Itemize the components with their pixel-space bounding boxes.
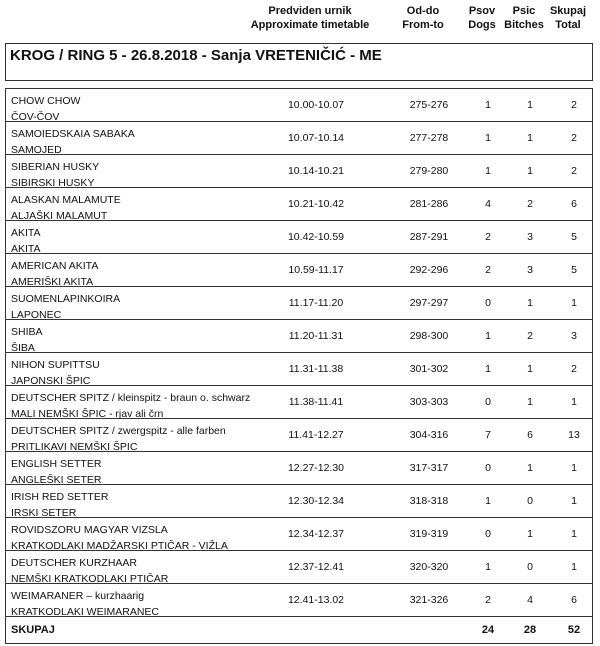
bitches-count-cell: 1 xyxy=(527,363,533,375)
breed-name: ROVIDSZORU MAGYAR VIZSLA xyxy=(11,524,168,536)
breed-name: DEUTSCHER SPITZ / kleinspitz - braun o. schwarz xyxy=(11,392,251,404)
bitches-count-cell: 3 xyxy=(527,264,533,276)
totals-dogs: 24 xyxy=(481,624,495,636)
bitches-count-cell: 1 xyxy=(527,99,533,111)
table-row xyxy=(6,518,592,551)
breed-names xyxy=(11,93,80,125)
total-count-cell: 5 xyxy=(571,264,577,276)
header-dogs-sl: Psov xyxy=(468,5,496,17)
table-row xyxy=(6,551,592,584)
breed-name: AMERICAN AKITA xyxy=(11,260,99,272)
total-count-cell: 1 xyxy=(571,561,577,573)
header-total xyxy=(542,4,594,36)
breed-name-sl: AKITA xyxy=(11,243,41,255)
breed-name: NIHON SUPITTSU xyxy=(11,359,100,371)
breed-name-sl: MALI NEMŠKI ŠPIC - rjav ali črn xyxy=(11,408,164,420)
timetable-cell: 12.30-12.34 xyxy=(287,495,345,507)
total-count-cell: 2 xyxy=(571,132,577,144)
bitches-count-cell: 2 xyxy=(527,198,533,210)
breed-name-sl: AMERIŠKI AKITA xyxy=(11,276,94,288)
breed-name-sl: ČOV-ČOV xyxy=(11,111,60,123)
header-timetable-en: Approximate timetable xyxy=(250,19,370,31)
totals-bitches: 28 xyxy=(523,624,537,636)
bitches-count-cell: 1 xyxy=(527,462,533,474)
breed-names xyxy=(11,357,100,389)
breed-name-sl: ŠIBA xyxy=(11,342,35,354)
breed-names xyxy=(11,126,135,158)
breed-name: ENGLISH SETTER xyxy=(11,458,102,470)
bitches-count-cell: 0 xyxy=(527,561,533,573)
timetable-cell: 12.27-12.30 xyxy=(287,462,345,474)
table-row xyxy=(6,584,592,617)
header-timetable-sl: Predviden urnik xyxy=(268,5,352,17)
bitches-count-cell: 4 xyxy=(527,594,533,606)
table-row xyxy=(6,188,592,221)
dogs-count-cell: 1 xyxy=(485,363,491,375)
breed-names xyxy=(11,390,250,422)
breed-names xyxy=(11,258,98,290)
header-total-en: Total xyxy=(555,19,581,31)
totals-total: 52 xyxy=(567,624,581,636)
breed-names xyxy=(11,555,168,587)
breed-name-sl: SIBIRSKI HUSKY xyxy=(11,177,95,189)
catalog-range-cell: 297-297 xyxy=(409,297,449,309)
totals-row xyxy=(6,617,592,643)
dogs-count-cell: 1 xyxy=(485,561,491,573)
catalog-range-cell: 319-319 xyxy=(409,528,449,540)
total-count-cell: 5 xyxy=(571,231,577,243)
breed-name-sl: ALJAŠKI MALAMUT xyxy=(11,210,108,222)
header-from-to xyxy=(388,4,458,36)
table-row xyxy=(6,221,592,254)
table-row xyxy=(6,452,592,485)
breed-names xyxy=(11,324,43,356)
dogs-count-cell: 1 xyxy=(485,165,491,177)
breed-names xyxy=(11,423,226,455)
dogs-count-cell: 0 xyxy=(485,462,491,474)
bitches-count-cell: 1 xyxy=(527,528,533,540)
breed-names xyxy=(11,588,159,620)
header-from-to-sl: Od-do xyxy=(406,5,440,17)
bitches-count-cell: 1 xyxy=(527,132,533,144)
catalog-range-cell: 275-276 xyxy=(409,99,449,111)
dogs-count-cell: 0 xyxy=(485,297,491,309)
breed-name: WEIMARANER – kurzhaarig xyxy=(11,590,145,602)
catalog-range-cell: 317-317 xyxy=(409,462,449,474)
timetable-cell: 12.41-13.02 xyxy=(287,594,345,606)
breed-name: SIBERIAN HUSKY xyxy=(11,161,100,173)
header-bitches-en: Bitches xyxy=(504,19,544,31)
catalog-range-cell: 279-280 xyxy=(409,165,449,177)
dogs-count-cell: 4 xyxy=(485,198,491,210)
breed-name-sl: NEMŠKI KRATKODLAKI PTIČAR xyxy=(11,573,169,585)
breed-name-sl: JAPONSKI ŠPIC xyxy=(11,375,91,387)
totals-label: SKUPAJ xyxy=(11,624,55,636)
table-row xyxy=(6,287,592,320)
breed-name-sl: SAMOJED xyxy=(11,144,62,156)
table-row xyxy=(6,386,592,419)
catalog-range-cell: 301-302 xyxy=(409,363,449,375)
table-row xyxy=(6,353,592,386)
breed-table xyxy=(5,88,593,644)
dogs-count-cell: 7 xyxy=(485,429,491,441)
total-count-cell: 1 xyxy=(571,528,577,540)
ring-title: KROG / RING 5 - 26.8.2018 - Sanja VRETENIČIĆ - ME xyxy=(10,47,382,64)
dogs-count-cell: 2 xyxy=(485,594,491,606)
bitches-count-cell: 0 xyxy=(527,495,533,507)
timetable-cell: 10.42-10.59 xyxy=(287,231,345,243)
breed-name-sl: LAPONEC xyxy=(11,309,62,321)
breed-name: AKITA xyxy=(11,227,41,239)
timetable-cell: 10.00-10.07 xyxy=(287,99,345,111)
bitches-count-cell: 2 xyxy=(527,330,533,342)
dogs-count-cell: 1 xyxy=(485,495,491,507)
dogs-count-cell: 1 xyxy=(485,330,491,342)
header-timetable xyxy=(250,4,370,36)
timetable-cell: 11.38-11.41 xyxy=(288,396,344,408)
breed-names xyxy=(11,291,120,323)
timetable-cell: 10.14-10.21 xyxy=(287,165,345,177)
table-row xyxy=(6,254,592,287)
total-count-cell: 1 xyxy=(571,462,577,474)
breed-name-sl: KRATKODLAKI MADŽARSKI PTIČAR - VIŽLA xyxy=(11,540,228,552)
dogs-count-cell: 2 xyxy=(485,231,491,243)
timetable-cell: 11.31-11.38 xyxy=(288,363,344,375)
total-count-cell: 1 xyxy=(571,297,577,309)
catalog-range-cell: 277-278 xyxy=(409,132,449,144)
catalog-range-cell: 320-320 xyxy=(409,561,449,573)
header-dogs-en: Dogs xyxy=(468,19,496,31)
header-total-sl: Skupaj xyxy=(549,5,587,17)
catalog-range-cell: 318-318 xyxy=(409,495,449,507)
breed-name: ALASKAN MALAMUTE xyxy=(11,194,121,206)
breed-name-sl: KRATKODLAKI WEIMARANEC xyxy=(11,606,159,618)
table-row xyxy=(6,155,592,188)
dogs-count-cell: 0 xyxy=(485,528,491,540)
timetable-cell: 11.17-11.20 xyxy=(288,297,344,309)
breed-name: SAMOIEDSKAIA SABAKA xyxy=(11,128,135,140)
total-count-cell: 1 xyxy=(571,495,577,507)
bitches-count-cell: 1 xyxy=(527,396,533,408)
breed-names xyxy=(11,159,99,191)
timetable-cell: 10.59-11.17 xyxy=(288,264,344,276)
table-row xyxy=(6,89,592,122)
total-count-cell: 13 xyxy=(568,429,580,441)
breed-name: DEUTSCHER KURZHAAR xyxy=(11,557,138,569)
total-count-cell: 2 xyxy=(571,165,577,177)
bitches-count-cell: 1 xyxy=(527,297,533,309)
breed-name-sl: ANGLEŠKI SETER xyxy=(11,474,102,486)
breed-name: SHIBA xyxy=(11,326,43,338)
table-row xyxy=(6,320,592,353)
catalog-range-cell: 321-326 xyxy=(409,594,449,606)
total-count-cell: 6 xyxy=(571,198,577,210)
table-row xyxy=(6,419,592,452)
breed-name-sl: PRITLIKAVI NEMŠKI ŠPIC xyxy=(11,441,138,453)
timetable-cell: 12.34-12.37 xyxy=(287,528,345,540)
catalog-range-cell: 281-286 xyxy=(409,198,449,210)
catalog-range-cell: 287-291 xyxy=(409,231,449,243)
total-count-cell: 6 xyxy=(571,594,577,606)
total-count-cell: 2 xyxy=(571,363,577,375)
breed-name: DEUTSCHER SPITZ / zwergspitz - alle farben xyxy=(11,425,226,437)
breed-names xyxy=(11,489,108,521)
header-bitches-sl: Psic xyxy=(512,5,536,17)
dogs-count-cell: 2 xyxy=(485,264,491,276)
catalog-range-cell: 303-303 xyxy=(409,396,449,408)
bitches-count-cell: 1 xyxy=(527,165,533,177)
breed-name: CHOW CHOW xyxy=(11,95,81,107)
catalog-range-cell: 292-296 xyxy=(409,264,449,276)
breed-name: SUOMENLAPINKOIRA xyxy=(11,293,121,305)
bitches-count-cell: 6 xyxy=(527,429,533,441)
catalog-range-cell: 298-300 xyxy=(409,330,449,342)
breed-names xyxy=(11,225,41,257)
dogs-count-cell: 0 xyxy=(485,396,491,408)
header-dogs xyxy=(460,4,504,36)
breed-names xyxy=(11,456,101,488)
timetable-cell: 11.41-12.27 xyxy=(288,429,344,441)
table-row xyxy=(6,122,592,155)
timetable-cell: 10.07-10.14 xyxy=(287,132,345,144)
breed-names xyxy=(11,522,228,554)
table-row xyxy=(6,485,592,518)
bitches-count-cell: 3 xyxy=(527,231,533,243)
breed-name-sl: IRSKI SETER xyxy=(11,507,77,519)
timetable-cell: 10.21-10.42 xyxy=(287,198,345,210)
breed-names xyxy=(11,192,121,224)
timetable-cell: 11.20-11.31 xyxy=(288,330,344,342)
timetable-cell: 12.37-12.41 xyxy=(287,561,345,573)
total-count-cell: 3 xyxy=(571,330,577,342)
catalog-range-cell: 304-316 xyxy=(409,429,449,441)
dogs-count-cell: 1 xyxy=(485,99,491,111)
total-count-cell: 2 xyxy=(571,99,577,111)
header-bitches xyxy=(500,4,548,36)
header-from-to-en: From-to xyxy=(402,19,444,31)
breed-name: IRISH RED SETTER xyxy=(11,491,109,503)
dogs-count-cell: 1 xyxy=(485,132,491,144)
total-count-cell: 1 xyxy=(571,396,577,408)
